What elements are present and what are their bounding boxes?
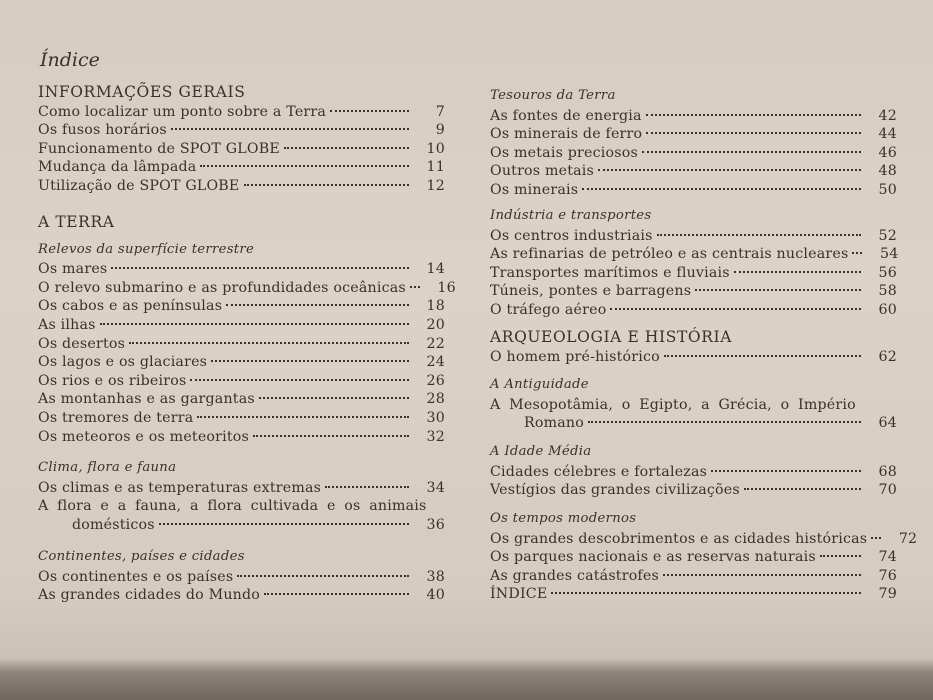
page-number: 32	[426, 428, 445, 445]
entry-title: Como localizar um ponto sobre a Terra	[38, 103, 327, 120]
dot-leader	[111, 267, 409, 269]
index-entry[interactable]	[38, 103, 445, 122]
dot-leader	[211, 360, 409, 362]
dot-leader	[871, 537, 881, 539]
subsection-heading: Os tempos modernos	[490, 511, 637, 526]
page-number: 34	[426, 479, 445, 496]
entry-title: Os centros industriais	[490, 227, 653, 244]
index-entry[interactable]	[38, 279, 456, 298]
index-entry[interactable]	[38, 390, 445, 409]
index-entry[interactable]	[38, 158, 445, 177]
entry-title: Os metais preciosos	[490, 144, 638, 161]
dot-leader	[582, 188, 861, 190]
dot-leader	[190, 379, 409, 381]
page-number: 38	[426, 568, 445, 585]
entry-title-continued: domésticos	[72, 516, 155, 533]
subsection-heading: A Idade Média	[490, 444, 592, 459]
dot-leader	[734, 271, 861, 273]
index-entry[interactable]	[490, 585, 897, 604]
index-entry[interactable]	[490, 530, 918, 549]
index-entry[interactable]	[490, 125, 897, 144]
index-entry[interactable]	[490, 181, 897, 200]
dot-leader	[159, 523, 409, 525]
right-section	[490, 376, 897, 433]
page-number: 79	[878, 586, 897, 603]
entry-title: Transportes marítimos e fluviais	[490, 264, 730, 281]
left-section	[38, 83, 445, 196]
page-number: 18	[426, 298, 445, 315]
section-heading: ARQUEOLOGIA E HISTÓRIA	[490, 328, 733, 346]
index-entry[interactable]	[490, 245, 897, 264]
page-number: 52	[878, 227, 897, 244]
page-number: 7	[435, 103, 445, 120]
entry-title: Os tremores de terra	[38, 409, 194, 426]
page-number: 14	[426, 261, 445, 278]
subsection-heading: Tesouros da Terra	[490, 88, 616, 103]
entry-title: Os minerais de ferro	[490, 126, 643, 143]
dot-leader	[284, 147, 409, 149]
index-entry[interactable]	[38, 335, 445, 354]
dot-leader	[820, 555, 861, 557]
index-entry[interactable]	[38, 316, 445, 335]
page-number: 30	[426, 409, 445, 426]
entry-title: O homem pré-histórico	[490, 348, 660, 365]
entry-title: Mudança da lâmpada	[38, 159, 197, 176]
page-number: 36	[426, 516, 445, 533]
dot-leader	[325, 486, 409, 488]
page-number: 58	[878, 283, 897, 300]
entry-title: As grandes catástrofes	[490, 567, 659, 584]
index-entry[interactable]	[38, 497, 445, 534]
dot-leader	[259, 397, 409, 399]
entry-title: Os mares	[38, 261, 108, 278]
page-number: 62	[878, 348, 897, 365]
page-number: 48	[878, 163, 897, 180]
page-number: 44	[878, 126, 897, 143]
page-number: 68	[878, 463, 897, 480]
index-entry[interactable]	[38, 353, 445, 372]
subsection-heading: Clima, flora e fauna	[38, 460, 177, 475]
index-entry[interactable]	[38, 479, 445, 498]
entry-title: Os fusos horários	[38, 122, 167, 139]
section-heading: INFORMAÇÕES GERAIS	[38, 83, 246, 101]
entry-title: As ilhas	[38, 316, 96, 333]
entry-title: Funcionamento de SPOT GLOBE	[38, 140, 280, 157]
index-entry[interactable]	[490, 301, 897, 320]
subsection-heading: Relevos da superfície terrestre	[38, 241, 255, 257]
entry-title: Túneis, pontes e barragens	[490, 283, 692, 300]
index-entry[interactable]	[38, 372, 445, 391]
dot-leader	[852, 252, 862, 254]
index-entry[interactable]	[38, 177, 445, 196]
page-number: 64	[878, 415, 897, 432]
index-title: Índice	[40, 49, 100, 71]
page-number: 74	[878, 549, 897, 566]
page-number: 11	[426, 159, 445, 176]
page-number: 26	[426, 372, 445, 389]
page-number: 54	[879, 246, 899, 263]
entry-title: As fontes de energia	[490, 107, 642, 124]
dot-leader	[646, 132, 861, 134]
left-section	[38, 548, 445, 605]
dot-leader	[197, 416, 409, 418]
dot-leader	[551, 592, 861, 594]
index-entry[interactable]	[490, 162, 897, 181]
entry-title: As montanhas e as gargantas	[38, 391, 255, 408]
index-entry[interactable]	[38, 586, 445, 605]
subsection-heading: Indústria e transportes	[490, 208, 652, 223]
entry-title: Utilização de SPOT GLOBE	[38, 177, 240, 194]
dot-leader	[237, 575, 409, 577]
dot-leader	[244, 184, 410, 186]
entry-title-continued: Romano	[524, 415, 585, 432]
page-number: 60	[878, 301, 897, 318]
page-number: 46	[878, 144, 897, 161]
right-section	[490, 510, 918, 604]
dot-leader	[664, 355, 861, 357]
dot-leader	[410, 286, 420, 288]
entry-title: Vestígios das grandes civilizações	[490, 482, 740, 499]
index-entry[interactable]	[490, 481, 897, 500]
page-number: 40	[426, 587, 445, 604]
dot-leader	[253, 435, 409, 437]
dot-leader	[744, 488, 861, 490]
dot-leader	[226, 304, 409, 306]
page-number: 10	[426, 140, 445, 157]
dot-leader	[129, 342, 409, 344]
right-section	[490, 87, 897, 200]
page-number: 72	[898, 530, 918, 547]
page-number: 9	[435, 122, 445, 139]
index-entry[interactable]	[490, 463, 897, 482]
entry-title: Os minerais	[490, 181, 579, 198]
dot-leader	[657, 234, 861, 236]
entry-title: A flora e a fauna, a flora cultivada e os animais	[38, 498, 427, 515]
dot-leader	[646, 114, 861, 116]
dot-leader	[200, 165, 409, 167]
section-heading: A TERRA	[38, 213, 115, 231]
entry-title: Os parques nacionais e as reservas naturais	[490, 549, 816, 566]
page-number: 28	[426, 391, 445, 408]
entry-title: O tráfego aéreo	[490, 301, 607, 318]
dot-leader	[588, 421, 861, 423]
dot-leader	[330, 110, 409, 112]
dot-leader	[711, 470, 861, 472]
page-number: 70	[878, 482, 897, 499]
entry-title: Os continentes e os países	[38, 568, 234, 585]
entry-title: Os desertos	[38, 335, 126, 352]
left-section	[38, 213, 456, 446]
dot-leader	[598, 169, 861, 171]
entry-title: As grandes cidades do Mundo	[38, 587, 261, 604]
right-section	[490, 328, 897, 366]
page-number: 12	[426, 177, 445, 194]
index-entry[interactable]	[38, 297, 445, 316]
entry-title: Os climas e as temperaturas extremas	[38, 479, 322, 496]
entry-title: Outros metais	[490, 163, 595, 180]
index-entry[interactable]	[490, 264, 897, 283]
right-section	[490, 443, 897, 500]
entry-title: Os grandes descobrimentos e as cidades históricas	[490, 530, 868, 547]
entry-title: Os lagos e os glaciares	[38, 354, 208, 371]
dot-leader	[171, 128, 409, 130]
page-number: 22	[426, 335, 445, 352]
index-entry[interactable]	[490, 548, 897, 567]
entry-title: Os cabos e as penínsulas	[38, 298, 223, 315]
page-number: 50	[878, 181, 897, 198]
subsection-heading: A Antiguidade	[490, 377, 589, 392]
index-entry[interactable]	[490, 348, 897, 367]
index-entry[interactable]	[38, 409, 445, 428]
index-entry[interactable]	[490, 227, 897, 246]
entry-title: Os rios e os ribeiros	[38, 372, 187, 389]
entry-title: Cidades célebres e fortalezas	[490, 463, 708, 480]
page-number: 24	[426, 354, 445, 371]
index-entry[interactable]	[490, 567, 897, 586]
index-entry[interactable]	[38, 121, 445, 140]
entry-title: ÍNDICE	[490, 586, 548, 603]
entry-title: As refinarias de petróleo e as centrais nucleares	[490, 246, 849, 263]
page-number: 42	[878, 107, 897, 124]
page-number: 20	[426, 316, 445, 333]
index-entry[interactable]	[490, 144, 897, 163]
dot-leader	[663, 574, 861, 576]
index-entry[interactable]	[38, 140, 445, 159]
subsection-heading: Continentes, países e cidades	[38, 549, 245, 564]
entry-title: O relevo submarino e as profundidades oceânicas	[38, 279, 406, 296]
index-entry[interactable]	[490, 396, 897, 433]
entry-title: Os meteoros e os meteoritos	[38, 428, 249, 445]
left-section	[38, 459, 445, 534]
dot-leader	[100, 323, 409, 325]
page-number: 76	[878, 567, 897, 584]
index-entry[interactable]	[490, 282, 897, 301]
page-number: 56	[878, 264, 897, 281]
index-entry[interactable]	[490, 107, 897, 126]
dot-leader	[642, 151, 861, 153]
dot-leader	[264, 593, 409, 595]
index-entry[interactable]	[38, 260, 445, 279]
index-entry[interactable]	[38, 568, 445, 587]
index-entry[interactable]	[38, 428, 445, 447]
page-number: 16	[437, 279, 456, 296]
entry-title: A Mesopotâmia, o Egipto, a Grécia, o Império	[490, 396, 856, 413]
dot-leader	[695, 289, 861, 291]
dot-leader	[610, 308, 861, 310]
right-section	[490, 207, 897, 320]
